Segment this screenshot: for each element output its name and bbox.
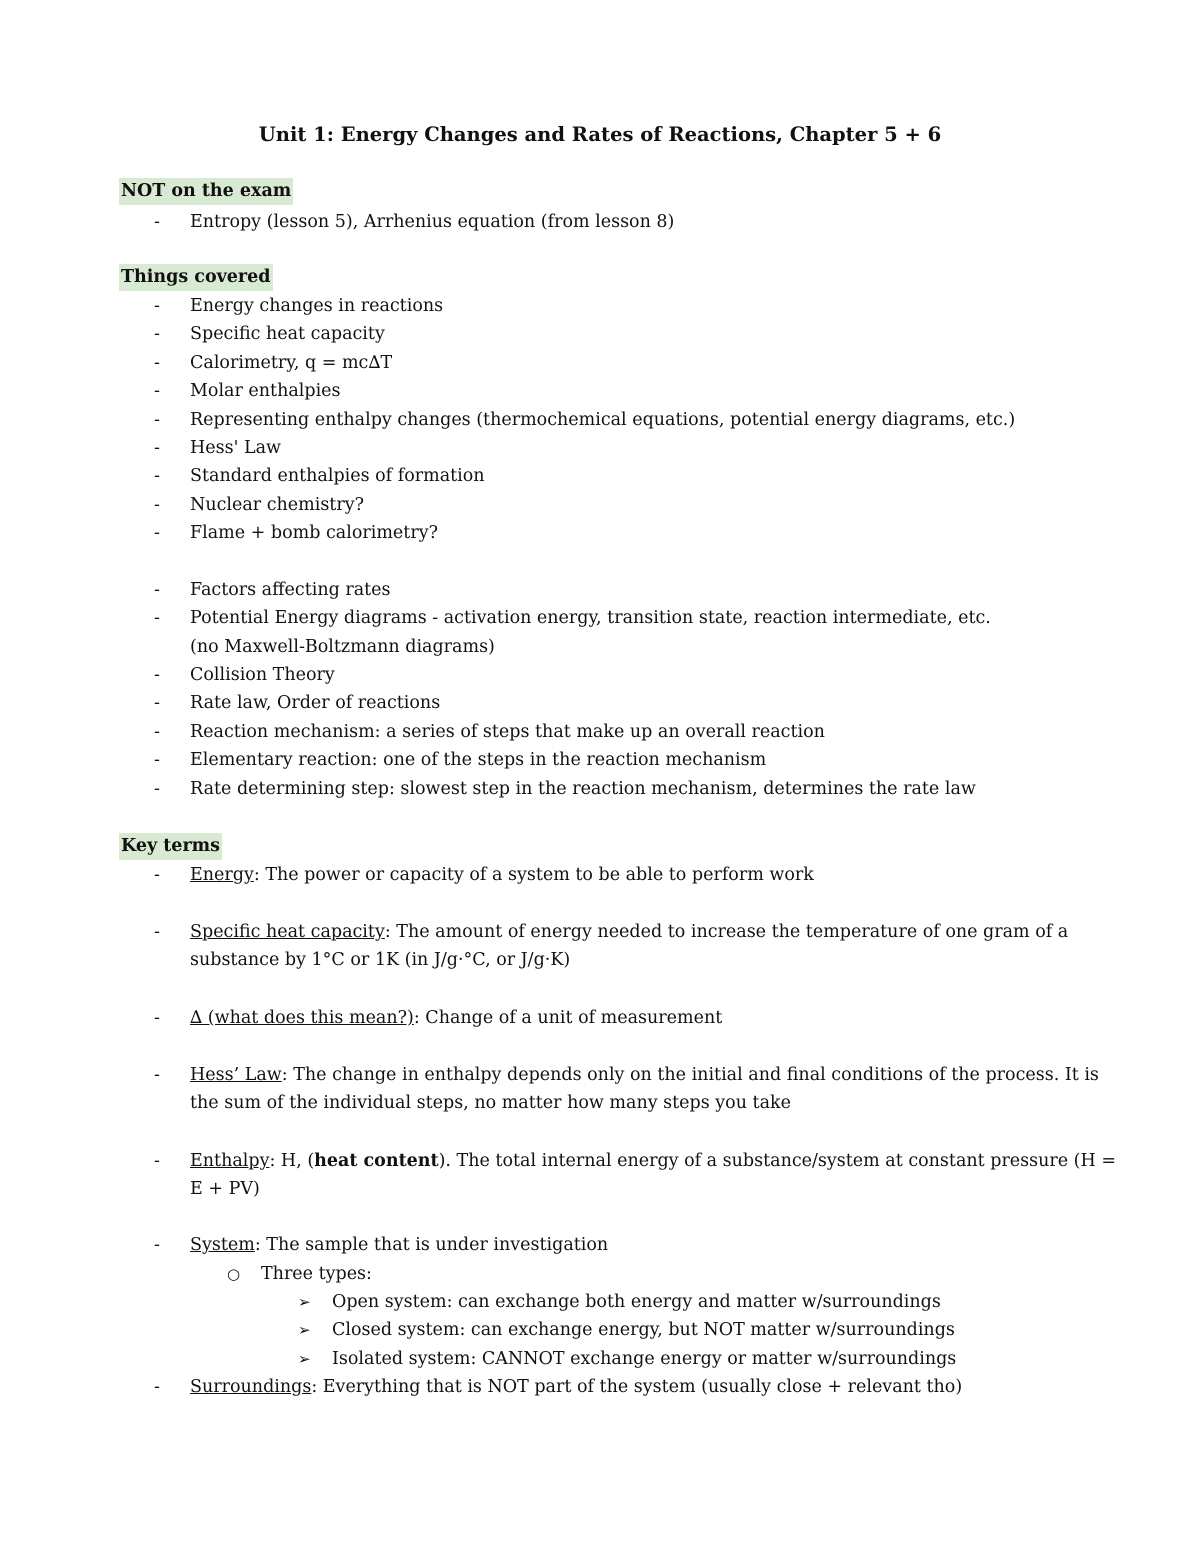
list-item (0, 292, 1200, 320)
circle-bullet-icon: ○ (227, 1265, 241, 1283)
term-definition: : The power or capacity of a system to be able to perform work (253, 865, 814, 885)
list-item-text: Entropy (lesson 5), Arrhenius equation (from lesson 8) (190, 212, 675, 232)
term-definition: : The sample that is under investigation (254, 1235, 609, 1255)
key-term-line (190, 1147, 1116, 1175)
list-item-text: Molar enthalpies (190, 381, 341, 401)
term-definition-continued: E + PV) (190, 1179, 260, 1199)
term-label: Energy (190, 865, 254, 885)
list-item-text: Specific heat capacity (190, 324, 385, 344)
sub-sub-list-item (0, 1345, 1200, 1373)
list-item (0, 576, 1200, 604)
bullet-dash: - (154, 608, 160, 628)
arrow-bullet-icon: ➢ (298, 1293, 311, 1311)
sub-sub-list-item-text: Closed system: can exchange energy, but NOT matter w/surroundings (332, 1320, 955, 1340)
bullet-dash: - (154, 381, 160, 401)
list-item (0, 775, 1200, 803)
bullet-dash: - (154, 1377, 160, 1397)
term-definition: : The amount of energy needed to increase the temperature of one gram of a (384, 922, 1069, 942)
bullet-dash: - (154, 324, 160, 344)
list-item-continuation (0, 633, 1200, 661)
bullet-dash: - (154, 580, 160, 600)
list-item-text: Potential Energy diagrams - activation energy, transition state, reaction intermediate, etc. (190, 608, 991, 628)
page-title: Unit 1: Energy Changes and Rates of Reactions, Chapter 5 + 6 (258, 123, 942, 146)
bullet-dash: - (154, 665, 160, 685)
key-term-continuation (0, 1175, 1200, 1203)
term-definition: : The change in enthalpy depends only on the initial and final conditions of the process. It is (281, 1065, 1099, 1085)
arrow-bullet-icon: ➢ (298, 1350, 311, 1368)
list-item (0, 718, 1200, 746)
list-item (0, 320, 1200, 348)
list-item (0, 746, 1200, 774)
key-term-hess-law (0, 1061, 1200, 1089)
list-item (0, 661, 1200, 689)
arrow-bullet-icon: ➢ (298, 1321, 311, 1339)
key-term-enthalpy (0, 1147, 1200, 1175)
term-definition-continued: the sum of the individual steps, no matter how many steps you take (190, 1093, 791, 1113)
things-covered-heading: Things covered (119, 264, 273, 291)
bullet-dash: - (154, 438, 160, 458)
term-label: Enthalpy (190, 1151, 270, 1171)
key-term-delta (0, 1004, 1200, 1032)
list-item-text: Calorimetry, q = mc∆T (190, 353, 393, 373)
bullet-dash: - (154, 779, 160, 799)
bullet-dash: - (154, 922, 160, 942)
bullet-dash: - (154, 466, 160, 486)
list-item (0, 434, 1200, 462)
key-term-system (0, 1231, 1200, 1259)
sub-sub-list-item (0, 1288, 1200, 1316)
sub-list-item-text: Three types: (261, 1264, 372, 1284)
list-item-text: Reaction mechanism: a series of steps that make up an overall reaction (190, 722, 825, 742)
key-term-line (190, 1231, 608, 1259)
bullet-dash: - (154, 865, 160, 885)
bullet-dash: - (154, 1065, 160, 1085)
list-item-text: Flame + bomb calorimetry? (190, 523, 438, 543)
list-item-text: Rate law, Order of reactions (190, 693, 441, 713)
term-definition: : Everything that is NOT part of the system (usually close + relevant tho) (311, 1377, 963, 1397)
key-term-specific-heat (0, 918, 1200, 946)
bullet-dash: - (154, 1008, 160, 1028)
list-item-text: Rate determining step: slowest step in the reaction mechanism, determines the rate law (190, 779, 976, 799)
term-label: Specific heat capacity (190, 922, 385, 942)
list-item-text: Hess' Law (190, 438, 281, 458)
bullet-dash: - (154, 212, 160, 232)
key-term-continuation (0, 1089, 1200, 1117)
list-item (0, 689, 1200, 717)
sub-sub-list-item (0, 1316, 1200, 1344)
term-definition: ). The total internal energy of a substance/system at constant pressure (H = (438, 1151, 1116, 1171)
list-item (0, 462, 1200, 490)
bullet-dash: - (154, 495, 160, 515)
bullet-dash: - (154, 1235, 160, 1255)
list-item-text: Standard enthalpies of formation (190, 466, 485, 486)
bullet-dash: - (154, 410, 160, 430)
list-item (0, 406, 1200, 434)
key-term-line (190, 861, 814, 889)
sub-sub-list-item-text: Open system: can exchange both energy and matter w/surroundings (332, 1292, 941, 1312)
list-item (0, 377, 1200, 405)
bold-phrase: heat content (314, 1151, 439, 1171)
key-terms-heading: Key terms (119, 833, 222, 860)
bullet-dash: - (154, 1151, 160, 1171)
list-item (0, 519, 1200, 547)
key-term-surroundings (0, 1373, 1200, 1401)
key-term-energy (0, 861, 1200, 889)
list-item-text: Elementary reaction: one of the steps in the reaction mechanism (190, 750, 767, 770)
list-item (0, 208, 1200, 236)
list-item (0, 604, 1200, 632)
key-term-line (190, 1004, 722, 1032)
list-item-text: (no Maxwell-Boltzmann diagrams) (190, 637, 495, 657)
term-label: ∆ (what does this mean?) (190, 1008, 414, 1028)
list-item (0, 349, 1200, 377)
bullet-dash: - (154, 722, 160, 742)
term-label: Surroundings (190, 1377, 312, 1397)
bullet-dash: - (154, 693, 160, 713)
list-item (0, 491, 1200, 519)
key-term-continuation (0, 946, 1200, 974)
term-definition: : Change of a unit of measurement (413, 1008, 723, 1028)
bullet-dash: - (154, 353, 160, 373)
term-definition: : H, ( (269, 1151, 315, 1171)
key-term-line (190, 1061, 1099, 1089)
list-item-text: Factors affecting rates (190, 580, 391, 600)
list-item-text: Collision Theory (190, 665, 335, 685)
not-on-exam-heading: NOT on the exam (119, 178, 293, 205)
bullet-dash: - (154, 296, 160, 316)
list-item-text: Nuclear chemistry? (190, 495, 364, 515)
bullet-dash: - (154, 750, 160, 770)
term-label: System (190, 1235, 255, 1255)
list-item-text: Energy changes in reactions (190, 296, 444, 316)
sub-sub-list-item-text: Isolated system: CANNOT exchange energy or matter w/surroundings (332, 1349, 957, 1369)
key-term-line (190, 1373, 962, 1401)
key-term-line (190, 918, 1068, 946)
term-definition-continued: substance by 1°C or 1K (in J/g·°C, or J/g·K) (190, 950, 571, 970)
bullet-dash: - (154, 523, 160, 543)
term-label: Hess’ Law (190, 1065, 282, 1085)
list-item-text: Representing enthalpy changes (thermochemical equations, potential energy diagrams, etc.) (190, 410, 1016, 430)
sub-list-item (0, 1260, 1200, 1288)
